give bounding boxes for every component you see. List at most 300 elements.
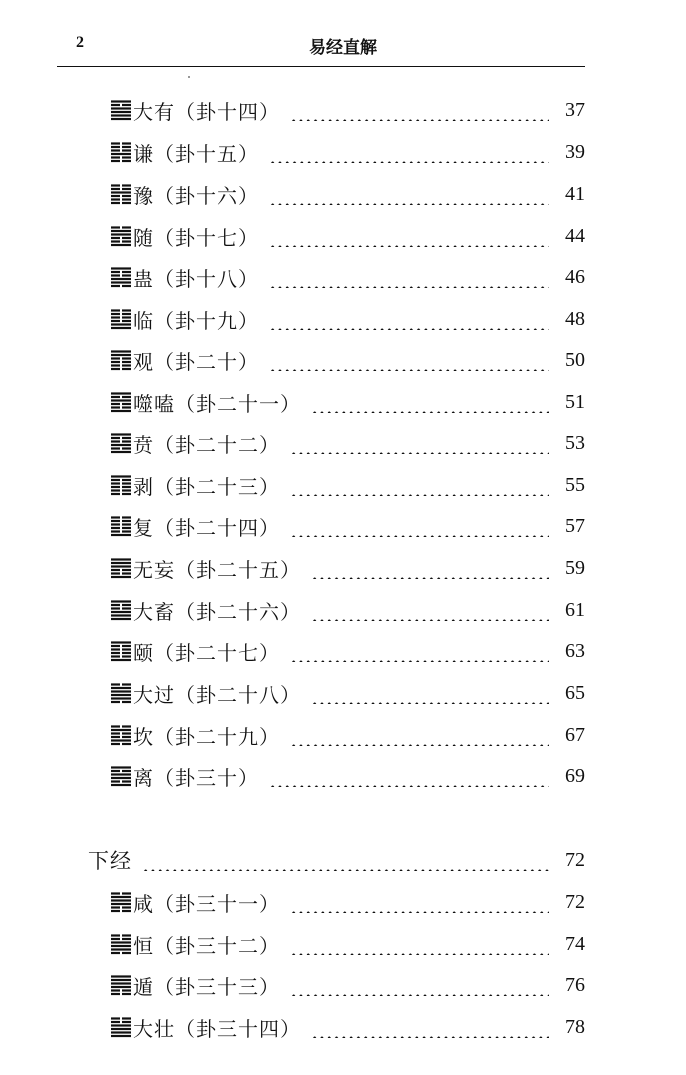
yin-line-segment [111, 1021, 120, 1023]
yin-line-segment [111, 237, 120, 239]
toc-page-number: 59 [565, 556, 585, 579]
toc-entry-title: 大壮（卦三十四） [133, 1016, 301, 1041]
yin-line-segment [111, 403, 120, 405]
hexagram-icon [110, 432, 132, 454]
yin-line-segment [111, 743, 120, 745]
dot-leader [290, 933, 549, 955]
hexagram-icon [110, 308, 132, 330]
toc-entry-title: 颐（卦二十七） [133, 640, 280, 665]
yang-line [111, 986, 131, 988]
yin-line-segment [122, 198, 131, 200]
toc-section-heading[interactable] [88, 845, 585, 875]
dot-leader [311, 682, 549, 704]
yang-line [111, 565, 131, 567]
toc-entry-title: 下经 [88, 849, 132, 873]
yin-line-segment [111, 364, 120, 366]
yang-line [111, 230, 131, 232]
yang-line [111, 945, 131, 947]
toc-page-number: 53 [565, 431, 585, 454]
yin-line-segment [111, 104, 120, 106]
yin-line-segment [122, 156, 131, 158]
yin-line-segment [122, 104, 131, 106]
toc-entry[interactable] [110, 137, 585, 167]
yin-line-segment [111, 198, 120, 200]
dot-leader [269, 183, 549, 205]
toc-entry-title: 剥（卦二十三） [133, 474, 280, 499]
yin-line-segment [111, 489, 120, 491]
yin-line-segment [111, 226, 120, 228]
yin-line-segment [122, 368, 131, 370]
yin-line-segment [111, 520, 120, 522]
yin-line-segment [122, 736, 131, 738]
toc-entry-title: 大畜（卦二十六） [133, 599, 301, 624]
yang-line [111, 399, 131, 401]
dot-leader [142, 849, 549, 871]
header-rule [57, 66, 585, 67]
yang-line [111, 191, 131, 193]
yang-line [111, 562, 131, 564]
toc-entry[interactable] [110, 970, 585, 1000]
yin-line-segment [122, 743, 131, 745]
yin-line-segment [111, 160, 120, 162]
yin-line-segment [122, 516, 131, 518]
yin-line-segment [111, 406, 120, 408]
toc-entry[interactable] [110, 678, 585, 708]
yin-line-segment [122, 489, 131, 491]
yang-line [111, 903, 131, 905]
yin-line-segment [122, 160, 131, 162]
toc-entry[interactable] [110, 387, 585, 417]
yin-line-segment [122, 437, 131, 439]
yin-line-segment [111, 952, 120, 954]
running-title: 易经直解 [309, 38, 377, 58]
yin-line-segment [122, 486, 131, 488]
yang-line [111, 534, 131, 536]
yin-line-segment [111, 149, 120, 151]
toc-page-number: 65 [565, 681, 585, 704]
yang-line [111, 614, 131, 616]
yang-line [111, 323, 131, 325]
yin-line-segment [111, 357, 120, 359]
toc-page-number: 51 [565, 390, 585, 413]
yang-line [111, 690, 131, 692]
yin-line-segment [111, 146, 120, 148]
toc-entry[interactable] [110, 304, 585, 334]
yin-line-segment [122, 683, 131, 685]
yin-line-segment [122, 607, 131, 609]
dot-leader [269, 765, 549, 787]
toc-entry[interactable] [110, 95, 585, 125]
dot-leader [290, 640, 549, 662]
yin-line-segment [111, 316, 120, 318]
toc-page-number: 61 [565, 598, 585, 621]
yang-line [111, 281, 131, 283]
yang-line [111, 327, 131, 329]
toc-entry[interactable] [110, 887, 585, 917]
yin-line-segment [122, 493, 131, 495]
yin-line-segment [111, 1017, 120, 1019]
yang-line [111, 1035, 131, 1037]
yin-line-segment [111, 572, 120, 574]
yin-line-segment [122, 906, 131, 908]
yang-line [111, 729, 131, 731]
yang-line [111, 697, 131, 699]
yin-line-segment [111, 770, 120, 772]
dot-leader [290, 432, 549, 454]
toc-entry[interactable] [110, 470, 585, 500]
toc-page-number: 41 [565, 182, 585, 205]
dot-leader [269, 225, 549, 247]
yin-line-segment [122, 527, 131, 529]
yin-line-segment [111, 732, 120, 734]
yin-line-segment [111, 906, 120, 908]
yang-line [111, 600, 131, 602]
toc-entry[interactable] [110, 720, 585, 750]
dot-leader [269, 266, 549, 288]
yang-line [111, 975, 131, 977]
hexagram-icon [110, 1016, 132, 1038]
hexagram-icon [110, 557, 132, 579]
hexagram-icon [110, 599, 132, 621]
toc-entry[interactable] [110, 511, 585, 541]
yin-line-segment [122, 240, 131, 242]
yang-line [111, 410, 131, 412]
yin-line-segment [111, 725, 120, 727]
yin-line-segment [122, 309, 131, 311]
yin-line-segment [122, 910, 131, 912]
yin-line-segment [111, 938, 120, 940]
yin-line-segment [122, 149, 131, 151]
yang-line [111, 100, 131, 102]
toc-entry[interactable] [110, 595, 585, 625]
toc-entry[interactable] [110, 553, 585, 583]
toc-page-number: 44 [565, 224, 585, 247]
toc-entry[interactable] [110, 221, 585, 251]
yin-line-segment [111, 892, 120, 894]
yin-line-segment [111, 989, 120, 991]
toc-page-number: 78 [565, 1015, 585, 1038]
yin-line-segment [122, 652, 131, 654]
yin-line-segment [122, 188, 131, 190]
toc-page-number: 63 [565, 639, 585, 662]
dot-leader [290, 474, 549, 496]
yin-line-segment [111, 523, 120, 525]
dot-leader [290, 891, 549, 913]
toc-page-number: 37 [565, 98, 585, 121]
yang-line [111, 350, 131, 352]
hexagram-icon [110, 391, 132, 413]
dot-leader [290, 99, 549, 121]
hexagram-icon [110, 765, 132, 787]
yang-line [111, 278, 131, 280]
yin-line-segment [122, 195, 131, 197]
dot-leader [311, 599, 549, 621]
yang-line [111, 107, 131, 109]
dot-leader [311, 1016, 549, 1038]
yin-line-segment [122, 226, 131, 228]
yin-line-segment [111, 516, 120, 518]
yin-line-segment [111, 736, 120, 738]
dot-leader [269, 308, 549, 330]
yang-line [111, 899, 131, 901]
toc-entry-title: 遁（卦三十三） [133, 974, 280, 999]
yin-line-segment [122, 274, 131, 276]
yin-line-segment [122, 993, 131, 995]
yin-line-segment [122, 655, 131, 657]
yang-line [111, 244, 131, 246]
dot-leader [311, 391, 549, 413]
yang-line [111, 354, 131, 356]
yin-line-segment [122, 357, 131, 359]
yin-line-segment [111, 202, 120, 204]
yin-line-segment [122, 732, 131, 734]
toc-entry[interactable] [110, 179, 585, 209]
yin-line-segment [122, 1017, 131, 1019]
yang-line [111, 687, 131, 689]
toc-page-number: 57 [565, 514, 585, 537]
yin-line-segment [122, 938, 131, 940]
yin-line-segment [122, 447, 131, 449]
yin-line-segment [122, 780, 131, 782]
toc-entry-title: 贲（卦二十二） [133, 432, 280, 457]
yin-line-segment [122, 285, 131, 287]
toc-entry[interactable] [110, 262, 585, 292]
yin-line-segment [122, 237, 131, 239]
toc-entry-title: 谦（卦十五） [133, 141, 259, 166]
yin-line-segment [111, 274, 120, 276]
hexagram-icon [110, 682, 132, 704]
yang-line [111, 233, 131, 235]
yin-line-segment [122, 989, 131, 991]
yin-line-segment [122, 146, 131, 148]
yin-line-segment [111, 683, 120, 685]
dot-leader [290, 515, 549, 537]
yin-line-segment [111, 780, 120, 782]
yin-line-segment [111, 604, 120, 606]
toc-page-number: 50 [565, 348, 585, 371]
yang-line [111, 1028, 131, 1030]
yin-line-segment [122, 1021, 131, 1023]
yin-line-segment [111, 447, 120, 449]
toc-entry[interactable] [110, 636, 585, 666]
yin-line-segment [111, 320, 120, 322]
yin-line-segment [122, 892, 131, 894]
yang-line [111, 576, 131, 578]
yin-line-segment [122, 604, 131, 606]
yin-line-segment [122, 202, 131, 204]
yin-line-segment [111, 188, 120, 190]
yang-line [111, 1031, 131, 1033]
yin-line-segment [111, 569, 120, 571]
yin-line-segment [122, 313, 131, 315]
yin-line-segment [111, 527, 120, 529]
hexagram-icon [110, 724, 132, 746]
yin-line-segment [111, 309, 120, 311]
toc-entry-title: 坎（卦二十九） [133, 724, 280, 749]
yang-line [111, 433, 131, 435]
toc-entry-title: 噬嗑（卦二十一） [133, 391, 301, 416]
yang-line [111, 896, 131, 898]
yin-line-segment [111, 493, 120, 495]
toc-entry-title: 咸（卦三十一） [133, 891, 280, 916]
yin-line-segment [122, 701, 131, 703]
yin-line-segment [111, 195, 120, 197]
yang-line [111, 392, 131, 394]
yin-line-segment [122, 184, 131, 186]
yin-line-segment [111, 440, 120, 442]
yang-line [111, 773, 131, 775]
yin-line-segment [111, 910, 120, 912]
yin-line-segment [111, 645, 120, 647]
toc-page-number: 46 [565, 265, 585, 288]
hexagram-icon [110, 640, 132, 662]
toc-entry[interactable] [110, 428, 585, 458]
toc-page-number: 48 [565, 307, 585, 330]
yin-line-segment [111, 271, 120, 273]
print-speck [188, 76, 190, 78]
toc-entry-title: 随（卦十七） [133, 225, 259, 250]
toc-entry-title: 恒（卦三十二） [133, 933, 280, 958]
yin-line-segment [122, 364, 131, 366]
yin-line-segment [122, 142, 131, 144]
toc-entry-title: 无妄（卦二十五） [133, 557, 301, 582]
yin-line-segment [111, 368, 120, 370]
toc-page-number: 69 [565, 764, 585, 787]
toc-entry[interactable] [110, 761, 585, 791]
toc-entry-title: 复（卦二十四） [133, 515, 280, 540]
yin-line-segment [122, 403, 131, 405]
yin-line-segment [111, 361, 120, 363]
hexagram-icon [110, 933, 132, 955]
yin-line-segment [122, 479, 131, 481]
yin-line-segment [122, 645, 131, 647]
yin-line-segment [111, 652, 120, 654]
hexagram-icon [110, 891, 132, 913]
yin-line-segment [122, 482, 131, 484]
yin-line-segment [111, 156, 120, 158]
dot-leader [269, 141, 549, 163]
yin-line-segment [111, 530, 120, 532]
hexagram-icon [110, 266, 132, 288]
yang-line [111, 118, 131, 120]
yang-line [111, 451, 131, 453]
toc-entry-title: 豫（卦十六） [133, 183, 259, 208]
toc-entry-title: 大有（卦十四） [133, 99, 280, 124]
yin-line-segment [122, 320, 131, 322]
yin-line-segment [111, 486, 120, 488]
yang-line [111, 1024, 131, 1026]
yin-line-segment [111, 934, 120, 936]
yang-line [111, 694, 131, 696]
yin-line-segment [122, 406, 131, 408]
yang-line [111, 111, 131, 113]
yin-line-segment [122, 440, 131, 442]
yin-line-segment [122, 361, 131, 363]
toc-entry-title: 观（卦二十） [133, 349, 259, 374]
yang-line [111, 982, 131, 984]
yin-line-segment [122, 316, 131, 318]
yin-line-segment [111, 479, 120, 481]
yang-line [111, 153, 131, 155]
toc-page-number: 39 [565, 140, 585, 163]
yin-line-segment [111, 607, 120, 609]
yang-line [111, 784, 131, 786]
yin-line-segment [122, 770, 131, 772]
yin-line-segment [122, 648, 131, 650]
yang-line [111, 659, 131, 661]
yang-line [111, 641, 131, 643]
hexagram-icon [110, 99, 132, 121]
hexagram-icon [110, 141, 132, 163]
toc-entry[interactable] [110, 929, 585, 959]
yin-line-segment [111, 313, 120, 315]
toc-entry-title: 离（卦三十） [133, 765, 259, 790]
yin-line-segment [122, 934, 131, 936]
toc-page-number: 74 [565, 932, 585, 955]
yang-line [111, 948, 131, 950]
yin-line-segment [111, 437, 120, 439]
toc-entry[interactable] [110, 1012, 585, 1042]
dot-leader [290, 724, 549, 746]
hexagram-icon [110, 474, 132, 496]
yin-line-segment [122, 725, 131, 727]
yin-line-segment [111, 184, 120, 186]
toc-page-number: 72 [565, 848, 585, 871]
yin-line-segment [122, 952, 131, 954]
toc-entry[interactable] [110, 345, 585, 375]
toc-page-number: 72 [565, 890, 585, 913]
toc-page-number: 76 [565, 973, 585, 996]
hexagram-icon [110, 974, 132, 996]
yin-line-segment [111, 701, 120, 703]
yin-line-segment [122, 396, 131, 398]
toc-page-number: 55 [565, 473, 585, 496]
yin-line-segment [111, 482, 120, 484]
toc-entry-title: 临（卦十九） [133, 308, 259, 333]
hexagram-icon [110, 349, 132, 371]
toc-page-number: 67 [565, 723, 585, 746]
yin-line-segment [111, 142, 120, 144]
yin-line-segment [111, 993, 120, 995]
yin-line-segment [111, 648, 120, 650]
yang-line [111, 766, 131, 768]
yang-line [111, 979, 131, 981]
hexagram-icon [110, 225, 132, 247]
hexagram-icon [110, 183, 132, 205]
yang-line [111, 558, 131, 560]
yin-line-segment [122, 530, 131, 532]
yin-line-segment [111, 655, 120, 657]
yin-line-segment [122, 569, 131, 571]
page-number: 2 [76, 34, 84, 51]
toc-entry-title: 蛊（卦十八） [133, 266, 259, 291]
yang-line [111, 444, 131, 446]
yang-line [111, 114, 131, 116]
yang-line [111, 267, 131, 269]
yang-line [111, 739, 131, 741]
dot-leader [311, 557, 549, 579]
hexagram-icon [110, 515, 132, 537]
yin-line-segment [122, 271, 131, 273]
yang-line [111, 618, 131, 620]
dot-leader [269, 349, 549, 371]
toc-entry-title: 大过（卦二十八） [133, 682, 301, 707]
yang-line [111, 611, 131, 613]
yang-line [111, 941, 131, 943]
yin-line-segment [122, 572, 131, 574]
yin-line-segment [122, 523, 131, 525]
yin-line-segment [111, 285, 120, 287]
